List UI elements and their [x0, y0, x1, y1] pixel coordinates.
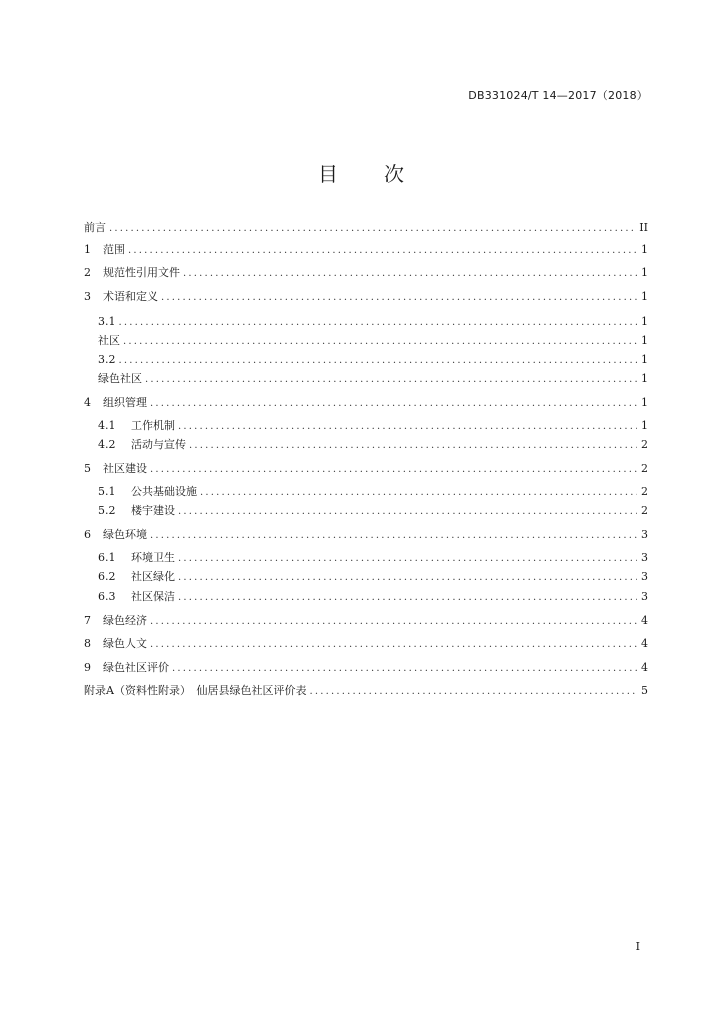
- toc-dot-leader: [150, 613, 637, 630]
- toc-entry-label: 附录A（资料性附录） 仙居县绿色社区评价表: [84, 684, 307, 697]
- toc-dot-leader: [150, 636, 637, 653]
- toc-entry[interactable]: [98, 370, 648, 387]
- toc-entry-label: 绿色社区评价: [103, 661, 169, 674]
- toc-entry-label: 规范性引用文件: [103, 266, 180, 279]
- toc-dot-leader: [145, 371, 637, 388]
- toc-entry-label: 社区: [98, 334, 120, 347]
- toc-entry-page: 1: [641, 419, 648, 432]
- toc-entry-label: 组织管理: [103, 396, 147, 409]
- toc-entry-page: 2: [641, 462, 648, 475]
- toc-entry-page: 3: [641, 570, 648, 583]
- toc-entry[interactable]: [84, 264, 648, 281]
- toc-dot-leader: [119, 352, 638, 369]
- toc-entry[interactable]: [98, 549, 648, 566]
- toc-dot-leader: [123, 333, 637, 350]
- toc-entry[interactable]: [98, 436, 648, 453]
- toc-dot-leader: [161, 289, 637, 306]
- toc-entry[interactable]: [84, 682, 648, 699]
- toc-entry-number: 6.1: [98, 551, 116, 564]
- toc-entry-label: 绿色社区: [98, 372, 142, 385]
- toc-entry-number: 7: [84, 614, 91, 627]
- toc-dot-leader: [119, 314, 638, 331]
- toc-entry-label: 社区保洁: [131, 590, 175, 603]
- toc-entry-page: 1: [641, 372, 648, 385]
- toc-entry[interactable]: [84, 526, 648, 543]
- toc-entry-page: 2: [641, 485, 648, 498]
- toc-entry-page: 4: [641, 661, 648, 674]
- toc-entry-label: 社区建设: [103, 462, 147, 475]
- toc-entry-page: 3: [641, 551, 648, 564]
- toc-entry[interactable]: [84, 659, 648, 676]
- toc-entry-number: 5.2: [98, 504, 116, 517]
- toc-entry-number: 2: [84, 266, 91, 279]
- toc-entry-number: 8: [84, 637, 91, 650]
- toc-entry[interactable]: [84, 219, 648, 236]
- toc-entry-page: II: [639, 221, 648, 234]
- toc-entry-label: 范围: [103, 243, 125, 256]
- toc-entry-page: 1: [641, 334, 648, 347]
- toc-entry[interactable]: [98, 332, 648, 349]
- toc-entry-page: 1: [641, 315, 648, 328]
- toc-dot-leader: [150, 461, 637, 478]
- toc-entry-number: 1: [84, 243, 91, 256]
- toc-entry-label: 楼宇建设: [131, 504, 175, 517]
- toc-entry-page: 3: [641, 528, 648, 541]
- toc-entry-label: 活动与宣传: [131, 438, 186, 451]
- toc-entry-number: 3: [84, 290, 91, 303]
- toc-entry-page: 1: [641, 290, 648, 303]
- toc-entry-label: 3.1: [98, 315, 116, 328]
- toc-dot-leader: [109, 220, 636, 237]
- toc-entry-page: 1: [641, 243, 648, 256]
- toc-entry-page: 2: [641, 504, 648, 517]
- toc-entry[interactable]: [98, 313, 648, 330]
- toc-entry[interactable]: [98, 588, 648, 605]
- toc-dot-leader: [128, 242, 637, 259]
- toc-entry-label: 术语和定义: [103, 290, 158, 303]
- toc-dot-leader: [150, 527, 637, 544]
- toc-entry[interactable]: [98, 568, 648, 585]
- toc-entry[interactable]: [84, 241, 648, 258]
- toc-dot-leader: [178, 418, 637, 435]
- toc-entry-page: 2: [641, 438, 648, 451]
- toc-entry-page: 1: [641, 396, 648, 409]
- toc-entry-label: 社区绿化: [131, 570, 175, 583]
- document-code: DB331024/T 14—2017（2018）: [468, 89, 648, 102]
- toc-dot-leader: [309, 683, 637, 700]
- toc-entry-page: 1: [641, 266, 648, 279]
- toc-entry-label: 工作机制: [131, 419, 175, 432]
- toc-entry-number: 4.1: [98, 419, 116, 432]
- toc-dot-leader: [200, 484, 637, 501]
- toc-entry-number: 5: [84, 462, 91, 475]
- page-number: I: [635, 940, 640, 953]
- toc-entry-number: 4: [84, 396, 91, 409]
- toc-entry-number: 5.1: [98, 485, 116, 498]
- toc-entry-page: 3: [641, 590, 648, 603]
- toc-entry-label: 绿色经济: [103, 614, 147, 627]
- toc-entry-label: 3.2: [98, 353, 116, 366]
- toc-entry[interactable]: [84, 394, 648, 411]
- toc-entry[interactable]: [98, 417, 648, 434]
- toc-entry-label: 绿色环境: [103, 528, 147, 541]
- toc-entry-label: 前言: [84, 221, 106, 234]
- toc-entry-number: 6.2: [98, 570, 116, 583]
- toc-dot-leader: [178, 503, 637, 520]
- toc-entry-label: 环境卫生: [131, 551, 175, 564]
- toc-dot-leader: [178, 569, 637, 586]
- toc-entry-label: 绿色人文: [103, 637, 147, 650]
- toc-entry-page: 5: [641, 684, 648, 697]
- toc-entry-page: 4: [641, 614, 648, 627]
- toc-entry-number: 6.3: [98, 590, 116, 603]
- toc-dot-leader: [172, 660, 637, 677]
- toc-entry[interactable]: [84, 460, 648, 477]
- toc-dot-leader: [178, 589, 637, 606]
- toc-entry-number: 4.2: [98, 438, 116, 451]
- toc-entry-number: 6: [84, 528, 91, 541]
- toc-entry[interactable]: [84, 288, 648, 305]
- toc-entry[interactable]: [98, 483, 648, 500]
- toc-dot-leader: [189, 437, 637, 454]
- toc-entry-number: 9: [84, 661, 91, 674]
- toc-title: 目 次: [318, 162, 406, 186]
- toc-entry-label: 公共基础设施: [131, 485, 197, 498]
- toc-entry[interactable]: [84, 635, 648, 652]
- toc-dot-leader: [178, 550, 637, 567]
- toc-entry[interactable]: [98, 351, 648, 368]
- toc-dot-leader: [150, 395, 637, 412]
- toc-entry[interactable]: [84, 612, 648, 629]
- toc-entry-page: 4: [641, 637, 648, 650]
- toc-entry[interactable]: [98, 502, 648, 519]
- toc-entry-page: 1: [641, 353, 648, 366]
- toc-dot-leader: [183, 265, 637, 282]
